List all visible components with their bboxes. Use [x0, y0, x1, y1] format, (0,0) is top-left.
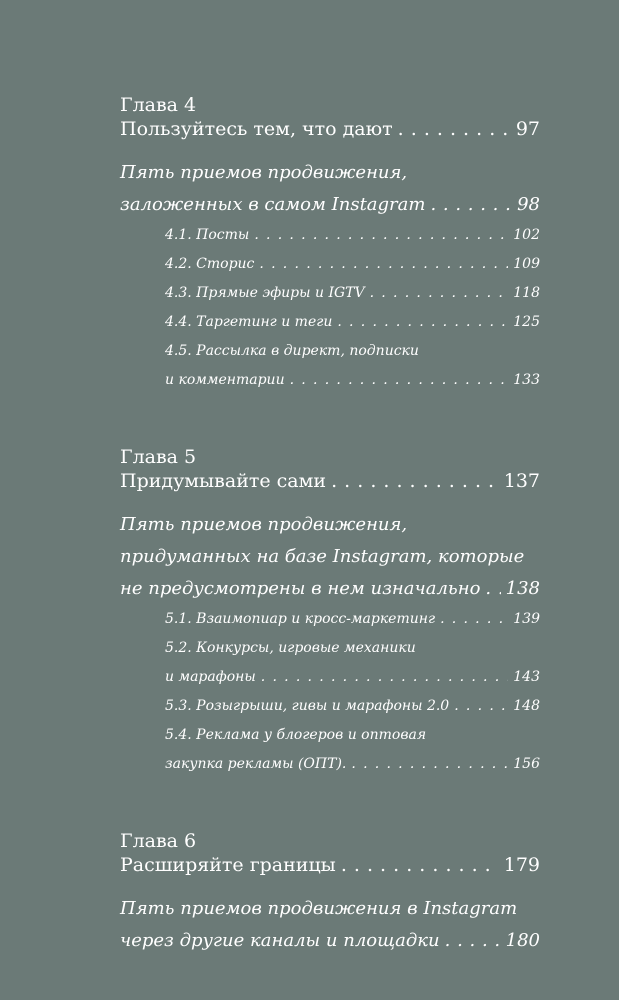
section-line: придуманных на базе Instagram, которые — [120, 546, 525, 567]
leader-dots — [440, 605, 508, 634]
subsection-line: 5.2. Конкурсы, игровые механики — [165, 640, 416, 656]
section-line: Пять приемов продвижения, — [120, 514, 408, 535]
chapter-title-row — [120, 469, 540, 493]
subsection-line: 4.5. Рассылка в директ, подписки — [165, 343, 419, 359]
subsection-title: 4.3. Прямые эфиры и IGTV — [165, 285, 365, 301]
section — [120, 893, 540, 957]
section-last-row — [120, 925, 540, 957]
section-last-row — [120, 573, 540, 605]
section-last-row — [120, 189, 540, 221]
leader-dots — [370, 279, 509, 308]
chapter-title: Расширяйте границы — [120, 854, 336, 876]
page-number: 125 — [513, 314, 540, 330]
subsection-title: закупка рекламы (ОПТ). — [165, 756, 347, 772]
page-number: 98 — [517, 194, 540, 215]
section — [120, 509, 540, 605]
page-number: 139 — [513, 611, 540, 627]
section-line: Пять приемов продвижения, — [120, 162, 408, 183]
subsection-item — [165, 605, 540, 634]
chapter-label: Глава 4 — [120, 94, 197, 116]
page-number: 138 — [505, 578, 540, 599]
subsection-title: 4.4. Таргетинг и теги — [165, 314, 333, 330]
chapter-title: Пользуйтесь тем, что дают — [120, 118, 393, 140]
leader-dots — [259, 250, 508, 279]
subsection-item — [165, 663, 540, 692]
page-number: 118 — [513, 285, 540, 301]
chapter-5 — [120, 445, 540, 779]
chapter-title-row — [120, 853, 540, 877]
subsection-item — [165, 250, 540, 279]
page-number: 137 — [503, 470, 540, 492]
page-number: 148 — [513, 698, 540, 714]
section-line: Пять приемов продвижения в Instagram — [120, 898, 518, 919]
section-title: через другие каналы и площадки — [120, 930, 440, 951]
page-number: 179 — [503, 854, 540, 876]
page-number: 109 — [513, 256, 540, 272]
subsection-line: 5.4. Реклама у блогеров и оптовая — [165, 727, 427, 743]
page-number: 133 — [513, 372, 540, 388]
leader-dots — [337, 308, 508, 337]
leader-dots — [290, 366, 509, 395]
chapter-title-row — [120, 117, 540, 141]
subsection-title: 5.1. Взаимопиар и кросс-маркетинг — [165, 611, 436, 627]
chapter-label: Глава 6 — [120, 830, 197, 852]
subsection-item — [165, 221, 540, 250]
page-number: 143 — [513, 669, 540, 685]
section — [120, 157, 540, 221]
subsection-item — [165, 308, 540, 337]
chapter-6 — [120, 829, 540, 957]
subsection-list — [120, 605, 540, 779]
chapter-title: Придумывайте сами — [120, 470, 327, 492]
page-number: 97 — [515, 118, 540, 140]
leader-dots — [351, 750, 508, 779]
leader-dots — [485, 573, 500, 605]
subsection-list — [120, 221, 540, 395]
subsection-title: 4.2. Сторис — [165, 256, 255, 272]
leader-dots — [254, 221, 508, 250]
page-number: 102 — [513, 227, 540, 243]
table-of-contents — [120, 93, 540, 957]
page-number: 180 — [505, 930, 540, 951]
subsection-item — [165, 750, 540, 779]
subsection-title: и марафоны — [165, 669, 256, 685]
page-number: 156 — [513, 756, 540, 772]
chapter-4 — [120, 93, 540, 395]
leader-dots — [398, 117, 511, 141]
subsection-item — [165, 692, 540, 721]
subsection-item — [165, 279, 540, 308]
subsection-title: 4.1. Посты — [165, 227, 250, 243]
leader-dots — [331, 469, 499, 493]
section-title: заложенных в самом Instagram — [120, 194, 426, 215]
chapter-label: Глава 5 — [120, 446, 197, 468]
subsection-title: 5.3. Розыгрыши, гивы и марафоны 2.0 — [165, 698, 450, 714]
leader-dots — [261, 663, 509, 692]
subsection-title: и комментарии — [165, 372, 285, 388]
subsection-item — [165, 366, 540, 395]
section-title: не предусмотрены в нем изначально — [120, 578, 481, 599]
leader-dots — [341, 853, 499, 877]
leader-dots — [454, 692, 508, 721]
leader-dots — [445, 925, 501, 957]
leader-dots — [430, 189, 512, 221]
